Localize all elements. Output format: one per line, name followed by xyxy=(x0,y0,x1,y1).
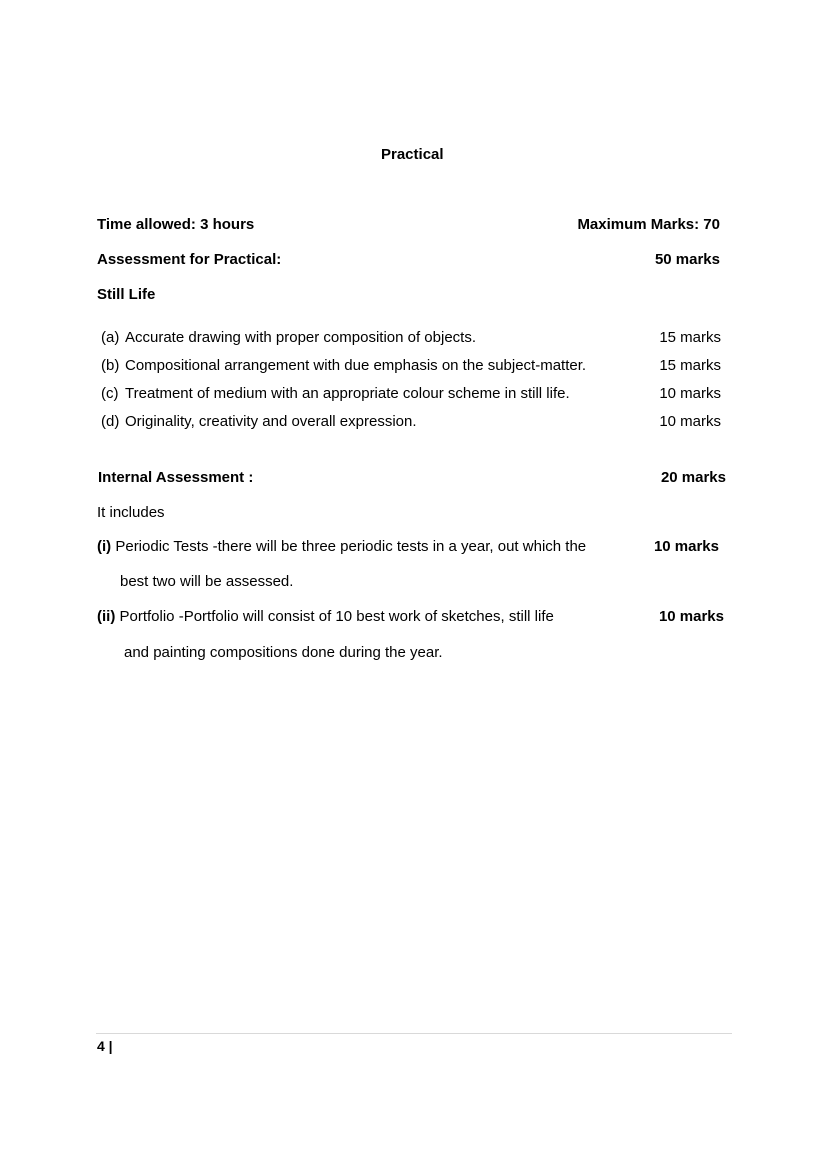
component-ii xyxy=(97,609,554,624)
section-heading: Practical xyxy=(381,146,444,163)
criterion-a-label: (a) xyxy=(101,329,120,346)
criterion-a-marks: 15 marks xyxy=(659,329,721,346)
maximum-marks: Maximum Marks: 70 xyxy=(577,216,720,233)
internal-assessment-label: Internal Assessment : xyxy=(98,469,254,486)
page-number: 4 | xyxy=(97,1038,113,1054)
criterion-b-label: (b) xyxy=(101,357,120,374)
internal-assessment-marks: 20 marks xyxy=(660,469,726,486)
criterion-d-text: Originality, creativity and overall expression. xyxy=(125,413,417,430)
component-ii-label: (ii) xyxy=(97,608,116,625)
component-i xyxy=(97,539,586,554)
criterion-c-label: (c) xyxy=(101,385,119,402)
footer-divider xyxy=(96,1033,732,1034)
criterion-d-marks: 10 marks xyxy=(659,413,721,430)
component-i-text: Periodic Tests -there will be three periodic tests in a year, out which the xyxy=(115,538,587,555)
component-ii-marks: 10 marks xyxy=(658,608,724,625)
criterion-c-text: Treatment of medium with an appropriate colour scheme in still life. xyxy=(125,385,570,402)
criterion-b-text: Compositional arrangement with due emphasis on the subject-matter. xyxy=(125,357,587,374)
component-i-label: (i) xyxy=(97,538,112,555)
time-allowed: Time allowed: 3 hours xyxy=(97,216,255,233)
criterion-b-marks: 15 marks xyxy=(659,357,721,374)
criterion-d-label: (d) xyxy=(101,413,120,430)
component-i-continuation: best two will be assessed. xyxy=(120,573,294,590)
component-i-marks: 10 marks xyxy=(653,538,719,555)
component-ii-continuation: and painting compositions done during the year. xyxy=(124,644,443,661)
still-life-heading: Still Life xyxy=(97,286,156,303)
criterion-c-marks: 10 marks xyxy=(659,385,721,402)
criterion-a-text: Accurate drawing with proper composition of objects. xyxy=(125,329,477,346)
assessment-marks: 50 marks xyxy=(654,251,720,268)
component-ii-text: Portfolio -Portfolio will consist of 10 best work of sketches, still life xyxy=(119,608,554,625)
assessment-label: Assessment for Practical: xyxy=(97,251,282,268)
it-includes-text: It includes xyxy=(97,504,165,521)
